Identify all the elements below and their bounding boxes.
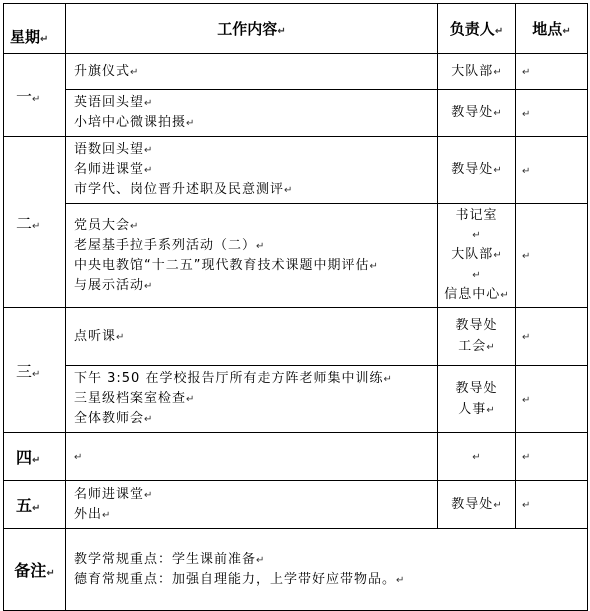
location-cell: ↵: [516, 204, 588, 308]
location-cell: ↵: [516, 54, 588, 90]
weekly-schedule-table: [3, 3, 588, 611]
table-row: [4, 90, 588, 137]
owner-cell: 教导处↵: [438, 90, 516, 137]
remarks-row: [4, 529, 588, 611]
content-cell: 下午 3:50 在学校报告厅所有走方阵老师集中训练↵ 三星级档案室检查↵ 全体教师会↵: [66, 366, 438, 433]
day-cell-thursday: 四↵: [4, 433, 66, 481]
content-cell: 语数回头望↵ 名师进课堂↵ 市学代、岗位晋升述职及民意测评↵: [66, 137, 438, 204]
content-cell: 升旗仪式↵: [66, 54, 438, 90]
table-row: [4, 308, 588, 366]
day-cell-wednesday: 三↵: [4, 308, 66, 433]
owner-cell: 教导处↵: [438, 481, 516, 529]
content-cell: 英语回头望↵ 小培中心微课拍摄↵: [66, 90, 438, 137]
header-day: 星期↵: [4, 4, 66, 54]
table-row: [4, 366, 588, 433]
day-cell-tuesday: 二↵: [4, 137, 66, 308]
table-row: [4, 481, 588, 529]
content-cell: 点听课↵: [66, 308, 438, 366]
header-location: 地点↵: [516, 4, 588, 54]
location-cell: ↵: [516, 366, 588, 433]
table-row: [4, 204, 588, 308]
remarks-label-cell: 备注↵: [4, 529, 66, 611]
header-row: [4, 4, 588, 54]
header-content: 工作内容↵: [66, 4, 438, 54]
day-cell-monday: 一↵: [4, 54, 66, 137]
owner-cell: 大队部↵: [438, 54, 516, 90]
table-row: [4, 54, 588, 90]
owner-cell: 教导处 人事↵: [438, 366, 516, 433]
table-row: [4, 137, 588, 204]
content-cell: 党员大会↵ 老屋基手拉手系列活动（二）↵ 中央电教馆“十二五”现代教育技术课题中期评估↵ 与展示活动↵: [66, 204, 438, 308]
owner-cell: 书记室 ↵ 大队部↵ ↵ 信息中心↵: [438, 204, 516, 308]
location-cell: ↵: [516, 137, 588, 204]
owner-cell: 教导处 工会↵: [438, 308, 516, 366]
content-cell: 名师进课堂↵ 外出↵: [66, 481, 438, 529]
owner-cell: 教导处↵: [438, 137, 516, 204]
location-cell: ↵: [516, 481, 588, 529]
location-cell: ↵: [516, 433, 588, 481]
content-cell: ↵: [66, 433, 438, 481]
header-owner: 负责人↵: [438, 4, 516, 54]
day-cell-friday: 五↵: [4, 481, 66, 529]
owner-cell: ↵: [438, 433, 516, 481]
location-cell: ↵: [516, 90, 588, 137]
remarks-content-cell: 教学常规重点：学生课前准备↵ 德育常规重点：加强自理能力，上学带好应带物品。↵: [66, 529, 588, 611]
table-row: [4, 433, 588, 481]
location-cell: ↵: [516, 308, 588, 366]
